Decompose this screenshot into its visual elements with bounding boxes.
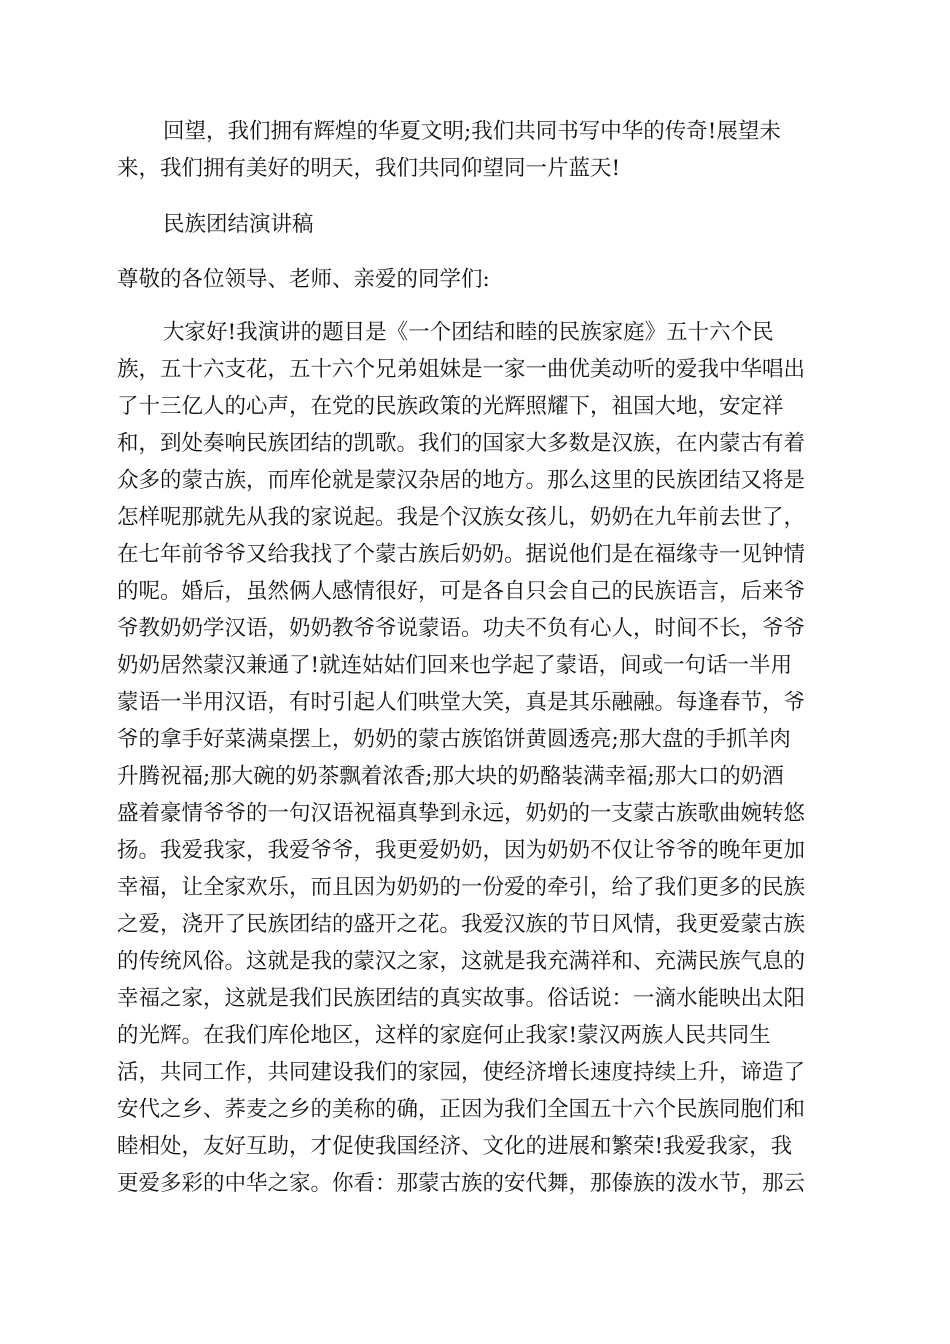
text-line: 怎样呢那就先从我的家说起。我是个汉族女孩儿，奶奶在九年前去世了， — [117, 505, 806, 530]
text-line: 在七年前爷爷又给我找了个蒙古族后奶奶。据说他们是在福缘寺一见钟情 — [117, 542, 806, 567]
text-line: 活，共同工作，共同建设我们的家园，使经济增长速度持续上升，谛造了 — [117, 1060, 806, 1085]
text-line: 爷教奶奶学汉语，奶奶教爷爷说蒙语。功夫不负有心人，时间不长，爷爷 — [117, 616, 806, 641]
text-line: 蒙语一半用汉语，有时引起人们哄堂大笑，真是其乐融融。每逢春节，爷 — [117, 690, 806, 715]
text-line: 更爱多彩的中华之家。你看：那蒙古族的安代舞，那傣族的泼水节，那云 — [117, 1171, 806, 1196]
text-line: 奶奶居然蒙汉兼通了!就连姑姑们回来也学起了蒙语，间或一句话一半用 — [117, 653, 793, 678]
text-line: 的传统风俗。这就是我的蒙汉之家，这就是我充满祥和、充满民族气息的 — [117, 949, 806, 974]
text-line: 睦相处，友好互助，才促使我国经济、文化的进展和繁荣!我爱我家，我 — [117, 1134, 793, 1159]
text-line: 来，我们拥有美好的明天，我们共同仰望同一片蓝天! — [117, 156, 621, 181]
text-line: 的呢。婚后，虽然俩人感情很好，可是各自只会自己的民族语言，后来爷 — [117, 579, 806, 604]
text-line: 的光辉。在我们库伦地区，这样的家庭何止我家!蒙汉两族人民共同生 — [117, 1023, 771, 1048]
text-line: 之爱，浇开了民族团结的盛开之花。我爱汉族的节日风情，我更爱蒙古族 — [117, 912, 806, 937]
text-line: 族，五十六支花，五十六个兄弟姐妹是一家一曲优美动听的爱我中华唱出 — [117, 357, 806, 382]
text-line: 安代之乡、荞麦之乡的美称的确，正因为我们全国五十六个民族同胞们和 — [117, 1097, 806, 1122]
text-line: 升腾祝福;那大碗的奶茶飘着浓香;那大块的奶酪装满幸福;那大口的奶酒 — [117, 764, 784, 789]
text-line: 扬。我爱我家，我爱爷爷，我更爱奶奶，因为奶奶不仅让爷爷的晚年更加 — [117, 838, 806, 863]
text-line: 众多的蒙古族，而库伦就是蒙汉杂居的地方。那么这里的民族团结又将是 — [117, 468, 806, 493]
text-line: 爷的拿手好菜满桌摆上，奶奶的蒙古族馅饼黄圆透亮;那大盘的手抓羊肉 — [117, 727, 791, 752]
text-line: 幸福，让全家欢乐，而且因为奶奶的一份爱的牵引，给了我们更多的民族 — [117, 875, 806, 900]
text-line: 了十三亿人的心声，在党的民族政策的光辉照耀下，祖国大地，安定祥 — [117, 394, 784, 419]
text-line: 盛着豪情爷爷的一句汉语祝福真挚到永远，奶奶的一支蒙古族歌曲婉转悠 — [117, 801, 806, 826]
text-line: 大家好!我演讲的题目是《一个团结和睦的民族家庭》五十六个民 — [163, 320, 774, 345]
section-title: 民族团结演讲稿 — [163, 212, 314, 237]
salutation: 尊敬的各位领导、老师、亲爱的同学们: — [117, 267, 490, 292]
text-line: 回望，我们拥有辉煌的华夏文明;我们共同书写中华的传奇!展望未 — [163, 119, 781, 144]
text-line: 幸福之家，这就是我们民族团结的真实故事。俗话说：一滴水能映出太阳 — [117, 986, 806, 1011]
text-line: 和，到处奏响民族团结的凯歌。我们的国家大多数是汉族，在内蒙古有着 — [117, 431, 806, 456]
